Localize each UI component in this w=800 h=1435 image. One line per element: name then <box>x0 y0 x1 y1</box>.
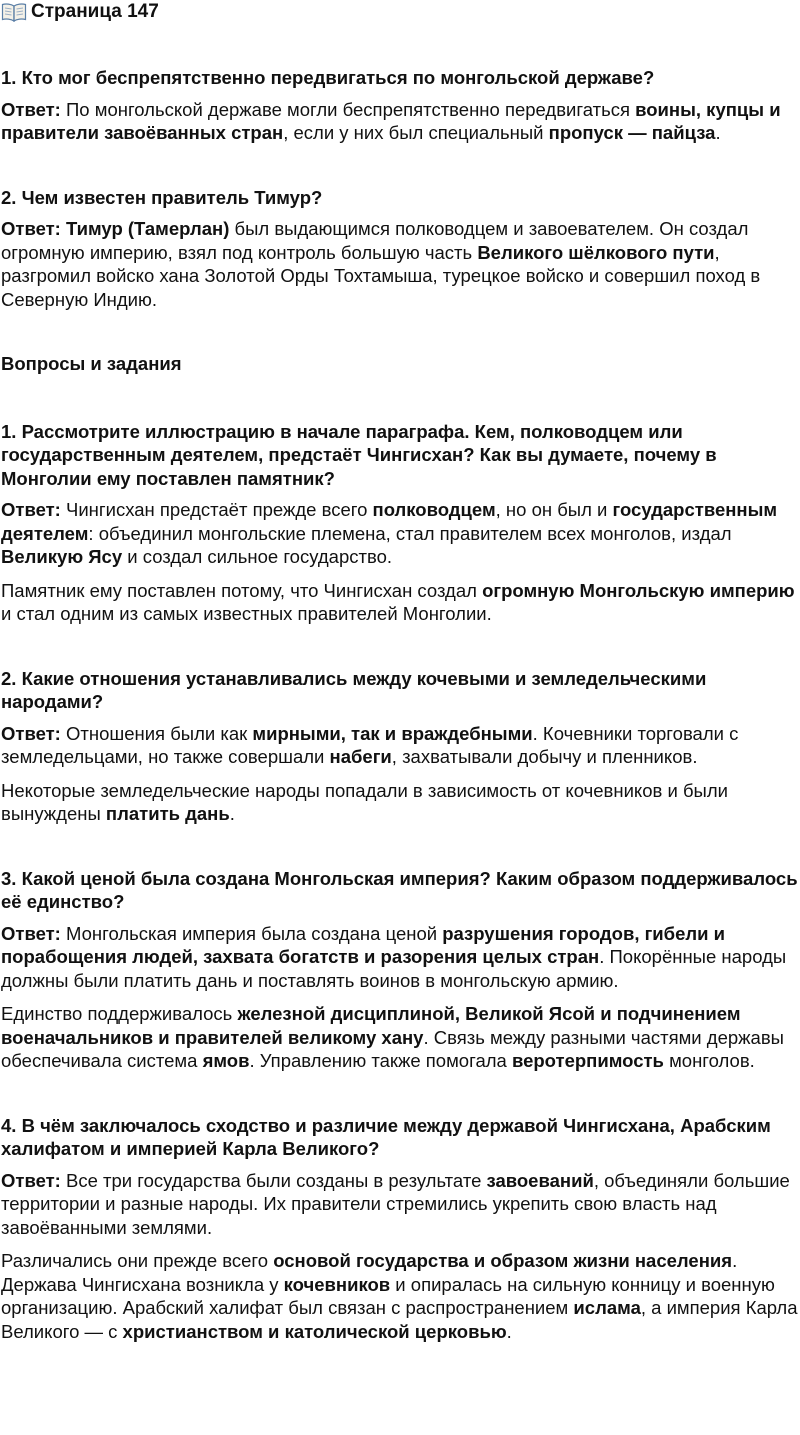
task-1-extra <box>1 579 800 626</box>
bold-text-segment: Ответ: <box>1 98 61 120</box>
text-segment: . Связь между разными частями державы обеспечивала система <box>1 1026 784 1071</box>
text-segment: Некоторые земледельческие народы попадали в зависимость от кочевников и были вынуждены <box>1 779 728 824</box>
answer-1 <box>1 98 800 145</box>
open-book-icon <box>1 2 27 22</box>
bold-text-segment: пропуск — пайцза <box>548 122 716 143</box>
text-segment: , но он был и <box>495 499 613 520</box>
text-segment: . Кочевники торговали с земледельцами, но также совершали <box>1 722 739 767</box>
text-segment: и стал одним из самых известных правителей Монголии. <box>1 603 492 624</box>
task-2-question: 2. Какие отношения устанавливались между кочевыми и земледельческими народами? <box>1 667 707 712</box>
task-3-extra <box>1 1002 800 1073</box>
bold-text-segment: завоеваний <box>486 1169 594 1191</box>
task-3-question: 3. Какой ценой была создана Монгольская империя? Каким образом поддерживалось её единство? <box>1 867 798 912</box>
bold-text-segment: основой государства и образом жизни населения <box>273 1250 733 1271</box>
text-segment: . <box>229 803 235 824</box>
text-segment: , захватывали добычу и пленников. <box>391 746 698 767</box>
bold-text-segment: Ответ: <box>1 499 61 520</box>
bold-text-segment: полководцем <box>372 499 496 520</box>
bold-text-segment: Тимур (Тамерлан) <box>66 218 230 239</box>
task-4-question: 4. В чём заключалось сходство и различие между державой Чингисхана, Арабским халифатом и империей Карла Великого? <box>1 1114 771 1159</box>
text-segment: : объединил монгольские племена, стал правителем всех монголов, издал <box>88 522 732 544</box>
text-segment: Монгольская империя была создана ценой <box>60 922 443 944</box>
bold-text-segment: мирными, так и враждебными <box>252 722 533 744</box>
bold-text-segment: Ответ: <box>1 922 61 944</box>
text-segment: , если у них был специальный <box>283 122 549 143</box>
text-segment: Отношения были как <box>60 722 253 744</box>
bold-text-segment: Великого шёлкового пути <box>477 241 715 263</box>
section-heading: Вопросы и задания <box>1 353 182 374</box>
bold-text-segment: набеги <box>329 746 392 767</box>
text-segment: и опиралась на сильную конницу и военную организацию. Арабский халифат был связан с распространением <box>1 1273 775 1318</box>
text-segment: . Управлению также помогала <box>249 1050 512 1071</box>
task-2-extra <box>1 779 800 826</box>
question-1: 1. Кто мог беспрепятственно передвигаться по монгольской державе? <box>1 67 655 88</box>
bold-text-segment: ислама <box>573 1297 641 1318</box>
bold-text-segment: веротерпимость <box>511 1050 664 1071</box>
page-title-text: Страница 147 <box>31 1 159 22</box>
bold-text-segment: воины, купцы и правители завоёванных стран <box>1 98 781 143</box>
text-segment: Все три государства были созданы в результате <box>60 1169 487 1191</box>
bold-text-segment: Великую Ясу <box>1 546 123 567</box>
text-segment: По монгольской державе могли беспрепятственно передвигаться <box>60 98 636 120</box>
text-segment: был выдающимся полководцем и завоевателем. Он создал огромную империю, взял под контроль большую часть <box>1 218 749 263</box>
bold-text-segment: Ответ: <box>1 218 61 239</box>
text-segment: . <box>715 122 721 143</box>
task-3-answer <box>1 922 800 993</box>
bold-text-segment: государственным деятелем <box>1 499 778 544</box>
bold-text-segment: железной дисциплиной, Великой Ясой и подчинением военачальников и правителей великому хану <box>1 1003 741 1048</box>
text-segment: и создал сильное государство. <box>122 546 392 567</box>
page-title <box>1 0 800 24</box>
answer-2 <box>1 217 800 311</box>
text-segment: Памятник ему поставлен потому, что Чингисхан создал <box>1 579 483 601</box>
text-segment: Чингисхан предстаёт прежде всего <box>60 499 373 520</box>
bold-text-segment: платить дань <box>105 803 230 824</box>
task-1-question: 1. Рассмотрите иллюстрацию в начале параграфа. Кем, полководцем или государственным деятелем, предстаёт Чингисхан? Как вы думаете, почему в Монголии ему поставлен памятник? <box>1 420 717 489</box>
task-2-answer <box>1 722 800 769</box>
bold-text-segment: кочевников <box>283 1273 391 1295</box>
text-segment: Единство поддерживалось <box>1 1003 238 1024</box>
text-segment: монголов. <box>663 1050 755 1071</box>
bold-text-segment: Ответ: <box>1 722 61 744</box>
task-4-answer <box>1 1169 800 1240</box>
text-segment: , а империя Карла Великого — с <box>1 1297 798 1342</box>
bold-text-segment: огромную Монгольскую империю <box>482 579 795 601</box>
text-segment: . Покорённые народы должны были платить дань и поставлять воинов в монгольскую армию. <box>1 946 787 991</box>
task-1-answer <box>1 498 800 569</box>
bold-text-segment: ямов <box>202 1050 250 1071</box>
bold-text-segment: христианством и католической церковью <box>122 1320 507 1342</box>
question-2: 2. Чем известен правитель Тимур? <box>1 186 323 208</box>
bold-text-segment: разрушения городов, гибели и порабощения людей, захвата богатств и разорения целых стран <box>1 922 726 967</box>
text-segment: , объединяли большие территории и разные народы. Их правители стремились укрепить свою власть над завоёванными землями. <box>1 1169 790 1238</box>
text-segment: . Держава Чингисхана возникла у <box>1 1250 738 1295</box>
text-segment: , разгромил войско хана Золотой Орды Тохтамыша, турецкое войско и совершил поход в Северную Индию. <box>1 241 761 310</box>
text-segment: . <box>506 1320 512 1342</box>
bold-text-segment: Ответ: <box>1 1169 61 1191</box>
text-segment: Различались они прежде всего <box>1 1250 274 1271</box>
task-4-extra <box>1 1249 800 1343</box>
